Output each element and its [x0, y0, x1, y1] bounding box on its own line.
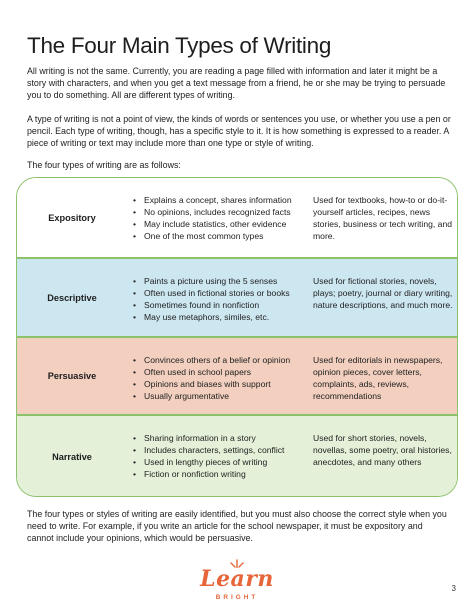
- definition-paragraph: A type of writing is not a point of view, the kinds of words or sentences you use, or whether you use a pen or pencil. Each type of writing, though, has a specific style to it. It is how something is expressed to a reader. A piece of writing or text may include more than one type or style of writing.: [27, 114, 451, 149]
- bullets-persuasive: [133, 354, 315, 402]
- uses-expository: Used for textbooks, how-to or do-it-yourself articles, recipes, news stories, business or tech writing, and more.: [313, 195, 452, 242]
- list-item: • May include statistics, other evidence: [133, 218, 315, 230]
- list-item: • Fiction or nonfiction writing: [133, 468, 315, 480]
- list-item: • Used in lengthy pieces of writing: [133, 456, 315, 468]
- list-item: • One of the most common types: [133, 230, 315, 242]
- uses-descriptive: Used for fictional stories, novels, plays; poetry, journal or diary writing, nature descriptions, and much more.: [313, 275, 453, 310]
- intro-paragraph: All writing is not the same. Currently, you are reading a page filled with information and later it might be a story with characters, and when you get a text message from a friend, he or she may be trying to persuade you to do something. All are different types of writing.: [27, 66, 446, 101]
- list-item: • Often used in fictional stories or books: [133, 287, 315, 299]
- list-item: • Usually argumentative: [133, 390, 315, 402]
- row-persuasive: [17, 338, 457, 415]
- list-item: • May use metaphors, similes, etc.: [133, 311, 315, 323]
- list-item: • Paints a picture using the 5 senses: [133, 275, 315, 287]
- list-item: • Often used in school papers: [133, 366, 315, 378]
- list-item: • Explains a concept, shares information: [133, 194, 315, 206]
- row-narrative: [17, 416, 457, 498]
- uses-persuasive: Used for editorials in newspapers, opinion pieces, cover letters, complaints, ads, reviews, recommendations: [313, 354, 443, 401]
- list-item: • Includes characters, settings, conflict: [133, 444, 315, 456]
- row-expository: [17, 178, 457, 258]
- bullets-expository: [133, 194, 315, 242]
- row-descriptive: [17, 259, 457, 337]
- list-item: • Sharing information in a story: [133, 432, 315, 444]
- type-name-descriptive: Descriptive: [47, 292, 97, 303]
- page-title: The Four Main Types of Writing: [27, 33, 332, 58]
- list-item: • No opinions, includes recognized facts: [133, 206, 315, 218]
- list-item: • Convinces others of a belief or opinion: [133, 354, 315, 366]
- type-name-narrative: Narrative: [52, 452, 92, 462]
- lead-in-paragraph: The four types of writing are as follows:: [27, 160, 181, 170]
- conclusion-paragraph: The four types or styles of writing are easily identified, but you must also choose the correct style when you need to write. For example, if you write an article for the school newspaper, it must be expository and cannot include your opinions, which would be persuasive.: [27, 509, 447, 544]
- bullets-narrative: [133, 432, 315, 480]
- writing-types-table: [16, 177, 458, 497]
- uses-narrative: Used for short stories, novels, novellas, some poetry, oral histories, anecdotes, and many others: [313, 432, 452, 467]
- logo-wordmark: Learn: [200, 566, 274, 592]
- learn-bright-logo: [191, 558, 283, 608]
- list-item: • Opinions and biases with support: [133, 378, 315, 390]
- page-number: 3: [451, 584, 456, 593]
- list-item: • Sometimes found in nonfiction: [133, 299, 315, 311]
- bullets-descriptive: [133, 275, 315, 323]
- type-name-persuasive: Persuasive: [47, 371, 97, 381]
- logo-subtitle: BRIGHT: [215, 594, 259, 601]
- type-name-expository: Expository: [48, 213, 96, 223]
